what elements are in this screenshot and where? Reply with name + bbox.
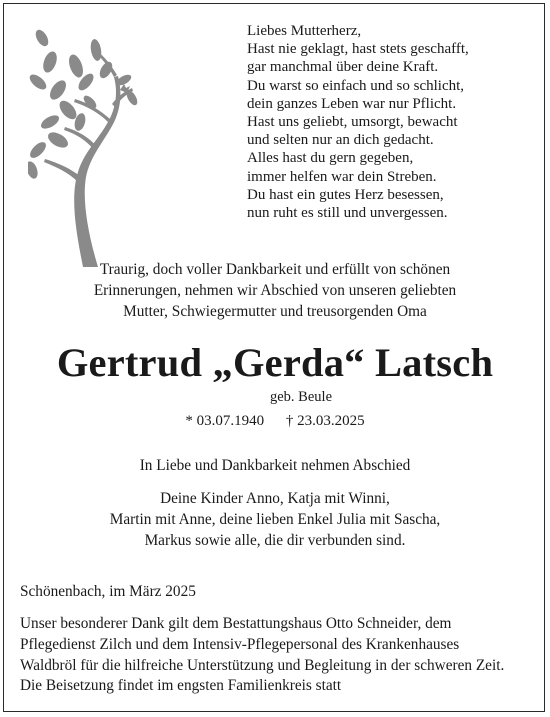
mourners-list (0, 488, 550, 551)
thanks-text (20, 614, 540, 697)
intro-text (0, 259, 550, 322)
intro-line: Traurig, doch voller Dankbarkeit und erfüllt von schönen (99, 261, 451, 278)
poem-line: und selten nur an dich gedacht. (247, 132, 434, 149)
poem-line: gar manchmal über deine Kraft. (247, 59, 439, 76)
poem-line: Hast uns geliebt, umsorgt, bewacht (247, 114, 458, 131)
poem-line: Du hast ein gutes Herz besessen, (247, 186, 444, 203)
life-dates (0, 413, 550, 430)
intro-line: Mutter, Schwiegermutter und treusorgenden Oma (123, 303, 427, 320)
mourners-line: Deine Kinder Anno, Katja mit Winni, (160, 490, 390, 507)
poem (247, 22, 469, 222)
poem-line: Hast nie geklagt, hast stets geschafft, (247, 41, 469, 58)
farewell-text: In Liebe und Dankbarkeit nehmen Abschied (139, 457, 411, 474)
poem-line: nun ruht es still und unvergessen. (247, 205, 448, 222)
deceased-name: Gertrud „Gerda“ Latsch (56, 340, 494, 385)
poem-line: Liebes Mutterherz, (247, 23, 362, 39)
poem-line: Du warst so einfach und so schlicht, (247, 77, 465, 94)
poem-line: immer helfen war dein Streben. (247, 168, 437, 185)
thanks-line: Waldbröl für die hilfreiche Unterstützung und Begleitung in der schweren Zeit. (20, 656, 505, 674)
poem-line: Alles hast du gern gegeben, (247, 150, 414, 167)
mourners-line: Markus sowie alle, die dir verbunden sind. (144, 532, 406, 549)
birth-name: geb. Beule (270, 389, 333, 405)
tree-icon (28, 22, 140, 267)
birth-date: * 03.07.1940 (185, 413, 265, 429)
mourners-line: Martin mit Anne, deine lieben Enkel Julia mit Sascha, (109, 511, 441, 528)
thanks-line: Unser besonderer Dank gilt dem Bestattungshaus Otto Schneider, dem (20, 615, 452, 632)
thanks-line: Die Beisetzung findet im engsten Familienkreis statt (20, 677, 342, 695)
thanks-line: Pflegedienst Zilch und dem Intensiv-Pflegepersonal des Krankenhauses (20, 635, 460, 653)
place-date: Schönenbach, im März 2025 (20, 583, 196, 600)
poem-line: dein ganzes Leben war nur Pflicht. (247, 95, 457, 112)
death-date: † 23.03.2025 (285, 413, 365, 429)
intro-line: Erinnerungen, nehmen wir Abschied von unseren geliebten (93, 282, 457, 299)
